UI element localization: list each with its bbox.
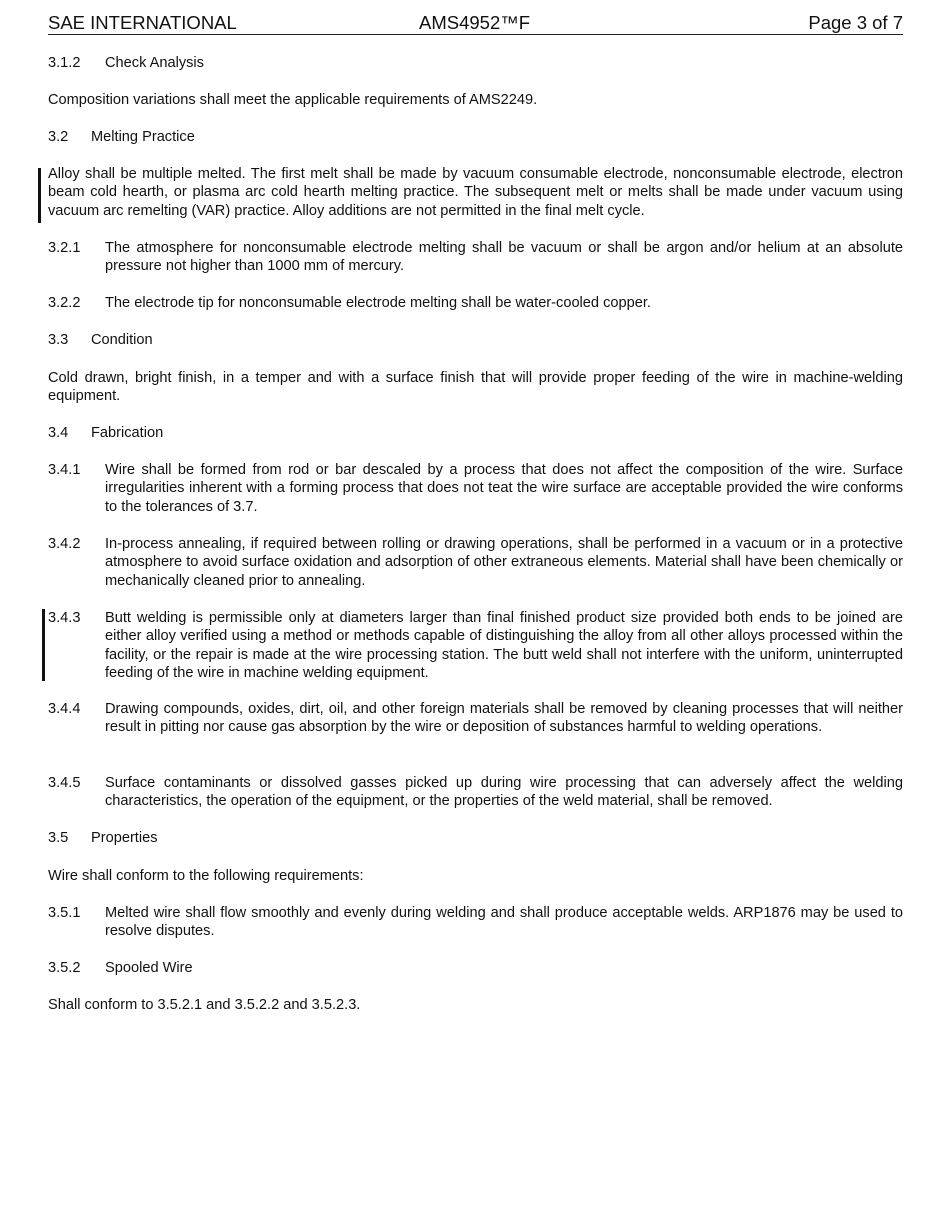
section-title: Fabrication bbox=[91, 425, 164, 441]
clause-number: 3.2.2 bbox=[48, 295, 81, 311]
section-number: 3.5.2 bbox=[48, 960, 81, 976]
clause-text: Melted wire shall flow smoothly and evenly during welding and shall produce acceptable welds. ARP1876 may be used to resolve disputes. bbox=[105, 905, 903, 940]
section-heading-3-5 bbox=[48, 829, 903, 847]
section-number: 3.3 bbox=[48, 332, 69, 348]
clause-number: 3.5.1 bbox=[48, 905, 81, 921]
section-title: Condition bbox=[91, 332, 153, 348]
document-page bbox=[48, 0, 903, 1013]
clause-3-4-3 bbox=[48, 609, 903, 682]
header-page-number: Page 3 of 7 bbox=[808, 12, 903, 33]
clause-3-4-2 bbox=[48, 535, 903, 590]
clause-3-2-2 bbox=[48, 294, 903, 312]
revision-change-bar bbox=[38, 168, 41, 223]
clause-text: The electrode tip for nonconsumable electrode melting shall be water-cooled copper. bbox=[105, 295, 651, 311]
clause-number: 3.4.3 bbox=[48, 610, 81, 626]
clause-number: 3.4.2 bbox=[48, 536, 81, 552]
section-number: 3.2 bbox=[48, 129, 69, 145]
paragraph-3-3: Cold drawn, bright finish, in a temper and with a surface finish that will provide proper feeding of the wire in machine-welding equipment. bbox=[48, 370, 903, 405]
section-title: Properties bbox=[91, 830, 158, 846]
section-title: Melting Practice bbox=[91, 129, 195, 145]
paragraph-3-1-2: Composition variations shall meet the applicable requirements of AMS2249. bbox=[48, 92, 538, 108]
header-document-id: AMS4952™F bbox=[419, 12, 531, 33]
section-title: Spooled Wire bbox=[105, 960, 193, 976]
paragraph-3-5: Wire shall conform to the following requirements: bbox=[48, 868, 364, 884]
clause-3-5-1 bbox=[48, 904, 903, 941]
clause-3-4-5 bbox=[48, 774, 903, 811]
clause-3-2-1 bbox=[48, 239, 903, 276]
header-organization: SAE INTERNATIONAL bbox=[48, 12, 237, 33]
section-number: 3.5 bbox=[48, 830, 69, 846]
revision-change-bar bbox=[42, 609, 45, 681]
clause-number: 3.4.5 bbox=[48, 775, 81, 791]
page-header bbox=[48, 0, 903, 35]
clause-text: Drawing compounds, oxides, dirt, oil, and other foreign materials shall be removed by cleaning processes that will neither result in pitting nor cause gas absorption by the wire or deposition of substances harmful to welding operations. bbox=[105, 701, 903, 736]
clause-number: 3.4.4 bbox=[48, 701, 81, 717]
section-title: Check Analysis bbox=[105, 55, 204, 71]
clause-3-4-4 bbox=[48, 700, 903, 737]
clause-3-4-1 bbox=[48, 461, 903, 516]
clause-number: 3.2.1 bbox=[48, 240, 81, 256]
clause-text: Surface contaminants or dissolved gasses picked up during wire processing that can adversely affect the welding characteristics, the operation of the equipment, or the properties of the weld material, shall be removed. bbox=[105, 775, 903, 810]
paragraph-3-2: Alloy shall be multiple melted. The first melt shall be made by vacuum consumable electrode, nonconsumable electrode, electron beam cold hearth, or plasma arc cold hearth melting practice. The subsequent melt or melts shall be made under vacuum using vacuum arc remelting (VAR) practice. Alloy additions are not permitted in the final melt cycle. bbox=[48, 166, 903, 219]
section-heading-3-1-2 bbox=[48, 54, 903, 72]
clause-text: Butt welding is permissible only at diameters larger than final finished product size provided both ends to be joined are either alloy verified using a method or methods capable of distinguishing the alloy from all other alloys processed within the facility, or the repair is made at the wire processing station. The butt weld shall not interfere with the uniform, uninterrupted feeding of the wire in machine welding equipment. bbox=[105, 610, 903, 681]
section-heading-3-5-2 bbox=[48, 959, 903, 977]
section-heading-3-3 bbox=[48, 331, 903, 349]
section-number: 3.1.2 bbox=[48, 55, 81, 71]
section-heading-3-2 bbox=[48, 128, 903, 146]
clause-number: 3.4.1 bbox=[48, 462, 81, 478]
paragraph-3-5-2: Shall conform to 3.5.2.1 and 3.5.2.2 and 3.5.2.3. bbox=[48, 997, 361, 1013]
section-heading-3-4 bbox=[48, 424, 903, 442]
clause-text: In-process annealing, if required between rolling or drawing operations, shall be performed in a vacuum or in a protective atmosphere to avoid surface oxidation and adsorption of other extraneous elements. Material shall have been chemically or mechanically cleaned prior to annealing. bbox=[105, 536, 903, 589]
clause-text: Wire shall be formed from rod or bar descaled by a process that does not affect the composition of the wire. Surface irregularities inherent with a forming process that does not teat the wire surface are acceptable provided the wire conforms to the tolerances of 3.7. bbox=[105, 462, 903, 515]
section-number: 3.4 bbox=[48, 425, 69, 441]
clause-text: The atmosphere for nonconsumable electrode melting shall be vacuum or shall be argon and/or helium at an absolute pressure not higher than 1000 mm of mercury. bbox=[105, 240, 903, 275]
